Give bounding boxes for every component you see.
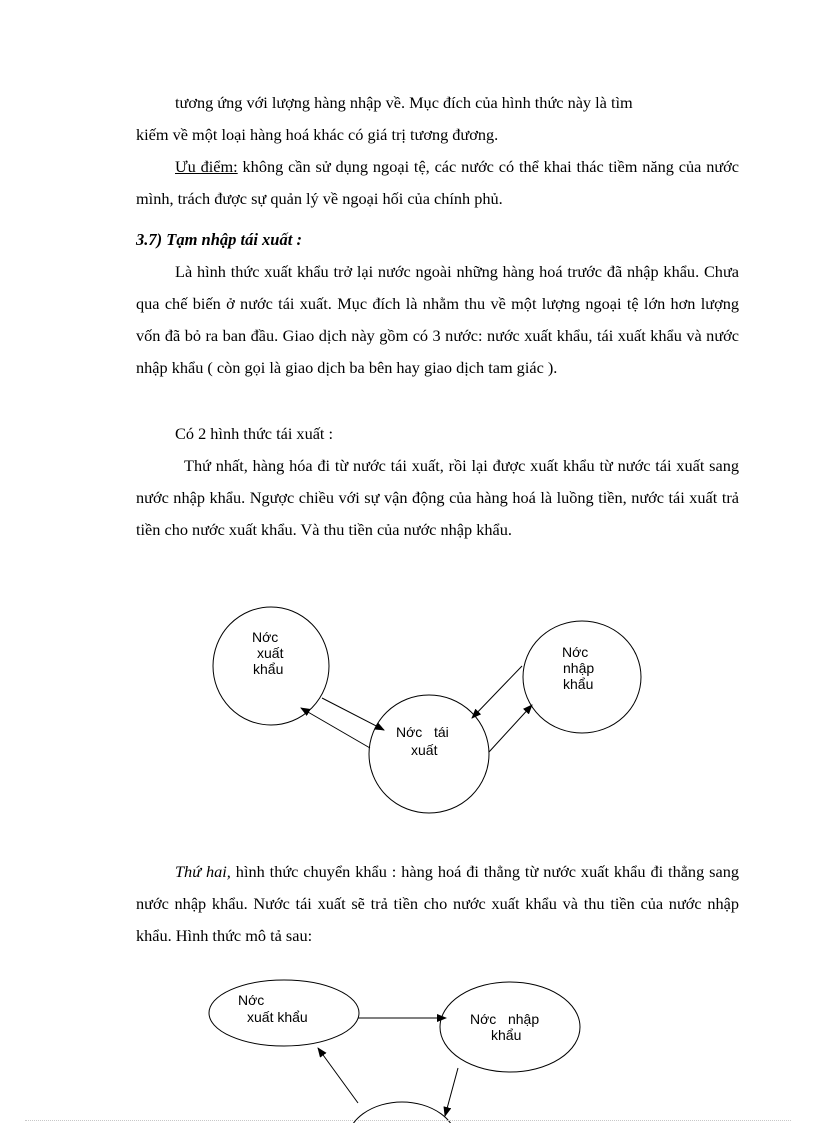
page-footer-divider [25,1120,791,1121]
paragraph-first-form: Thứ nhất, hàng hóa đi từ nước tái xuất, rồi lại được xuất khẩu từ nước tái xuất sang nước nhập khẩu. Ngược chiều với sự vận động của hàng hoá là luồng tiền, nước tái xuất trả tiền cho nước xuất khẩu. Và thu tiền của nước nhập khẩu. [136,456,739,539]
advantages-text: không cần sử dụng ngoại tệ, các nước có thể khai thác tiềm năng của nước mình, trách được sự quản lý về ngoại hối của chính phủ. [136,157,739,208]
export-label-2: xuất [257,645,284,661]
reexport-label-2: xuất [411,742,438,758]
import-label-1: Nớc [562,644,589,660]
transit-export-label-1: Nớc [238,992,265,1008]
paragraph-second-form [136,856,739,952]
paragraph-advantages [136,151,739,215]
paragraph-1 [136,87,739,151]
paragraph-definition: Là hình thức xuất khẩu trở lại nước ngoài những hàng hoá trước đã nhập khẩu. Chưa qua chế biến ở nước tái xuất. Mục đích là nhằm thu về một lượng ngoại tệ lớn hơn lượng vốn đã bỏ ra ban đầu. Giao dịch này gồm có 3 nước: nước xuất khẩu, tái xuất khẩu và nước nhập khẩu ( còn gọi là giao dịch ba bên hay giao dịch tam giác ). [136,262,739,377]
paragraph-1-line-1: tương ứng với lượng hàng nhập về. Mục đích của hình thức này là tìm [175,93,633,112]
arrow-reexport-to-import [489,705,532,752]
arrow-import-to-reexport [472,666,522,718]
export-label-3: khẩu [253,661,284,677]
second-form-text: hình thức chuyển khẩu : hàng hoá đi thẳng từ nước xuất khẩu đi thẳng sang nước nhập khẩu. Nước tái xuất sẽ trả tiền cho nước xuất khẩu và thu tiền của nước nhập khẩu. Hình thức mô tả sau: [136,862,739,945]
second-form-label: Thứ hai, [175,862,231,881]
diagram-reexport [0,600,816,825]
import-label-3: khẩu [563,676,594,692]
arrow-reexport-to-export [301,708,370,748]
transit-export-label-2: xuất khẩu [247,1009,308,1025]
diagram-transit [0,970,816,1123]
transit-import-label-1: Nớc nhập [470,1011,540,1027]
advantages-label: Ưu điểm: [175,157,238,176]
import-label-2: nhập [563,660,595,676]
transit-import-label-2: khẩu [491,1027,522,1043]
export-label-1: Nớc [252,629,279,645]
section-heading: 3.7) Tạm nhập tái xuất : [136,230,302,249]
arrow-reexport-to-export-2 [318,1048,358,1103]
arrow-import-to-reexport-2 [445,1068,458,1116]
paragraph-1-line-2: kiếm về một loại hàng hoá khác có giá trị tương đương. [136,125,499,144]
reexport-label-1: Nớc tái [396,724,449,740]
paragraph-two-forms: Có 2 hình thức tái xuất : [175,424,334,443]
